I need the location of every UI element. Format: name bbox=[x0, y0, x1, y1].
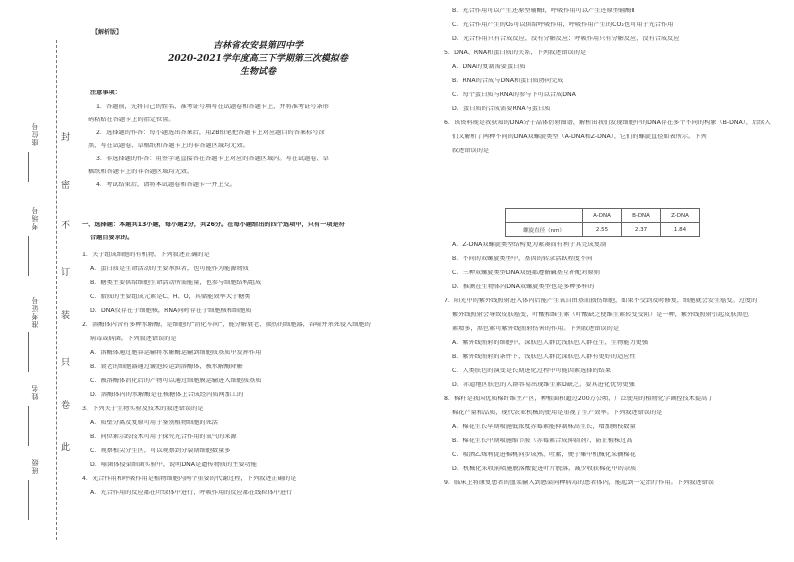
option-line: D．赤道地区肤色的人群容易出现维生素D缺乏，要其进化优势更强 bbox=[452, 382, 635, 388]
note-line: 黑，写在试题卷、草稿纸和答题卡上的非答题区域均无效。 bbox=[88, 143, 249, 149]
notes-title: 注意事项： bbox=[90, 90, 121, 96]
note-line: 稿纸和答题卡上的非答题区域均无效。 bbox=[88, 169, 194, 175]
question-line: 6．该资料现是我获知的DNA分子晶体衍射图谱，解析出我们发现细胞中的DNA存在多个不同的构象（B-DNA），后续人 bbox=[444, 120, 771, 126]
table-header-row bbox=[506, 209, 700, 223]
section-title: 一、选择题：本题共13小题，每小题2分，共26分。在每小题给出的四个选项中，只有一项是符 bbox=[82, 222, 345, 228]
option-line: B．糖类主要供给细胞生命活动所需能量，也参与细胞结构组成 bbox=[90, 280, 262, 286]
table-row-label: 螺旋直径（nm） bbox=[506, 223, 583, 237]
binding-dashed-line bbox=[56, 40, 57, 540]
question-line: 8．棉籽是我国优质棉纤维主产区，种植面积超过200万公顷，广泛使用的植物化学调控技术提高了 bbox=[444, 396, 714, 402]
option-line: B．衰老的细胞器通过囊泡转运到溶酶体，被水解酶降解 bbox=[90, 364, 243, 370]
dna-diameter-table bbox=[505, 208, 700, 237]
question-line: 9．临床上将康复患者的血浆输入到感染同种病毒的患者体内，能起到一定治疗作用。下列叙述错误 bbox=[444, 480, 714, 486]
seal-char: 只 bbox=[61, 358, 71, 368]
question-line: 紫外线照射会导致皮肤癌变，叶酸和维生素（叶酸缺乏使维生素转变受阻）是一种，紫外线照射引起皮肤黑色 bbox=[452, 312, 749, 318]
question-line: 3．下列关于生物实验及技术的叙述错误的是 bbox=[82, 406, 204, 412]
option-line: D．机械化采收前喷施脱落酸促进叶片脱落，减少收获棉花中的杂质 bbox=[452, 466, 637, 472]
version-tag: 【解析版】 bbox=[92, 29, 123, 36]
question-line: 5．DNA、RNA和蛋白质的关系，下列叙述错误的是 bbox=[444, 50, 587, 56]
section-title: 合题目要求的。 bbox=[90, 235, 134, 241]
note-line: 1．答题前，先将自己的姓名、准考证号填写在试题卷和答题卡上，并将准考证号条形 bbox=[96, 104, 329, 110]
subject-title: 生物试卷 bbox=[239, 67, 276, 77]
table-header-cell: B-DNA bbox=[622, 209, 661, 223]
option-line: C．人类肤色的演变是长期进化过程中可能因素选择的结果 bbox=[452, 368, 612, 374]
field-line bbox=[28, 152, 29, 182]
field-line bbox=[28, 406, 29, 446]
field-line bbox=[28, 332, 29, 372]
table-cell: 1.84 bbox=[661, 223, 700, 237]
question-line: 4．光合作用和呼吸作用是植物细胞内两个重要的代谢过程，下列叙述正确的是 bbox=[82, 476, 297, 482]
table-header-cell bbox=[506, 209, 583, 223]
question-line: 病毒或病菌。下列叙述错误的是 bbox=[90, 336, 177, 342]
table-cell: 2.37 bbox=[622, 223, 661, 237]
option-line: B．光合作用可以产生还原型辅酶Ⅰ，呼吸作用可以产生还原型辅酶Ⅱ bbox=[452, 8, 635, 14]
binding-strip bbox=[0, 0, 80, 562]
option-line: B．同位素示踪技术可用于探究光合作用的氧气的来源 bbox=[90, 434, 237, 440]
option-line: C．脂质的主要组成元素是C、H、O，其储能效率大于糖类 bbox=[90, 294, 251, 300]
option-line: A．棉花生长早期喷施低浓度赤霉素能抑制株高生长，增加侧枝数量 bbox=[452, 424, 636, 430]
option-line: C．喷洒乙烯利促进棉桃同步成熟、吐絮，便于集中机械化采摘棉花 bbox=[452, 452, 636, 458]
note-line: 2．选择题的作答：每小题选出答案后，用2B铅笔把答题卡上对应题目的答案标号涂 bbox=[96, 130, 325, 136]
option-line: D．推测在生物体内DNA双螺旋类型也是多种多样的 bbox=[452, 284, 595, 290]
field-ticket-number: 准考证号 bbox=[31, 296, 39, 328]
note-line: 码粘贴在答题卡上的指定位置。 bbox=[88, 117, 175, 123]
field-line bbox=[28, 236, 29, 276]
option-line: A．紫外线照射的细胞中，深肤色人群比浅肤色人群在生，生物能力更强 bbox=[452, 340, 649, 346]
field-seat-number: 座位号 bbox=[31, 122, 39, 146]
option-line: A．Z-DNA双螺旋类型结构更为紧凑而有利于其完成复制 bbox=[452, 242, 607, 248]
question-line: 1．关于组成细胞的有机物，下列叙述正确的是 bbox=[82, 252, 210, 258]
question-line: 棉花产量和品质，现代农业机械的使用是重视了生产效率。下列叙述错误的是 bbox=[452, 410, 663, 416]
option-line: C．被溶酶体消化后的产物可以通过细胞膜运输进入细胞质基质 bbox=[90, 378, 262, 384]
question-line: 们又解析了两种不同的DNA双螺旋类型（A-DNA和Z-DNA），它们的螺旋直径如表所示。下列 bbox=[452, 134, 707, 140]
table-header-cell: Z-DNA bbox=[661, 209, 700, 223]
option-line: C．每个蛋白质与RNA的参与下可以合成DNA bbox=[452, 92, 576, 98]
seal-char: 不 bbox=[61, 221, 71, 231]
option-line: B．不同的双螺旋类型中，基因的转录活跃程度不同 bbox=[452, 256, 593, 262]
table-row bbox=[506, 223, 700, 237]
note-line: 4．考试结束后，请将本试题卷和答题卡一并上交。 bbox=[96, 182, 237, 188]
option-line: A．DNA的复制需要蛋白质 bbox=[452, 64, 526, 70]
field-exam-room: 考场号 bbox=[31, 206, 39, 230]
seal-char: 封 bbox=[61, 133, 71, 143]
option-line: D．光合作用只有合成反应，没有分解反应；呼吸作用只有分解反应，没有合成反应 bbox=[452, 36, 680, 42]
field-line bbox=[28, 480, 29, 520]
option-line: C．三种双螺旋类型DNA双链都遵循碱基互补配对原则 bbox=[452, 270, 600, 276]
option-line: A．溶酶体通过胞吞运输将水解酶运输到细胞质基质中发挥作用 bbox=[90, 350, 262, 356]
option-line: A．光合作用的反应都在叶绿体中进行，呼吸作用的反应都在线粒体中进行 bbox=[90, 490, 293, 496]
question-line: 7．阳光中的紫外线照射进入体内后能产生氧自由基而损伤细胞，如果不受到及时修复，细胞就会发生癌变。过度的 bbox=[444, 298, 758, 304]
question-line: 叙述错误的是 bbox=[452, 148, 490, 154]
note-line: 3．非选择题的作答：用签字笔直接答在答题卡上对应的答题区域内。写在试题卷、草 bbox=[96, 156, 329, 162]
option-line: D．溶酶体内的水解酶是在核糖体上合成经内质网加工的 bbox=[90, 392, 244, 398]
question-line: 素增多，黑色素可紫外线照射伤害的作用。下列叙述错误的是 bbox=[452, 326, 620, 332]
exam-title: 2020-2021学年度高三下学期第三次模拟卷 bbox=[168, 54, 348, 64]
seal-char: 装 bbox=[61, 311, 71, 321]
seal-char: 密 bbox=[61, 181, 71, 191]
option-line: B．RNA的合成与DNA和蛋白质协同完成 bbox=[452, 78, 564, 84]
option-line: B．棉花生长中期喷施缩节胺（赤霉素合成抑制剂），防止植株过高 bbox=[452, 438, 633, 444]
option-line: A．质壁分离及复原可用于鉴别植物细胞的死活 bbox=[90, 420, 218, 426]
table-header-cell: A-DNA bbox=[583, 209, 622, 223]
seal-char: 订 bbox=[61, 268, 71, 278]
field-class: 班级 bbox=[31, 458, 39, 474]
option-line: D．蛋白质的合成需要RNA与蛋白质 bbox=[452, 106, 551, 112]
table-cell: 2.55 bbox=[583, 223, 622, 237]
option-line: B．紫外线照射的条件下，浅肤色人群比深肤色人群有更好的适应性 bbox=[452, 354, 636, 360]
field-name: 姓名 bbox=[31, 384, 39, 400]
question-line: 2．溶酶体内含有多种水解酶，是细胞的“消化车间”，能分解衰老、损伤的细胞器，吞噬并杀死侵入细胞的 bbox=[82, 322, 371, 328]
option-line: A．蛋白质是生命活动的主要承担者，也可能作为能源物质 bbox=[90, 266, 249, 272]
option-line: C．观察根尖分生区，可以观察到分裂期细胞数量多 bbox=[90, 448, 231, 454]
option-line: C．光合作用产生的O₂可以供给呼吸作用，呼吸作用产生的CO₂也可用于光合作用 bbox=[452, 22, 674, 28]
school-title: 吉林省农安县第四中学 bbox=[212, 41, 303, 51]
seal-char: 此 bbox=[61, 443, 71, 453]
option-line: D．噬菌体侵染细菌实验中，说明DNA是遗传物质的主要功能 bbox=[90, 462, 257, 468]
seal-char: 卷 bbox=[61, 401, 71, 411]
option-line: D．DNA仅存在于细胞核，RNA同时存在于细胞核和细胞质 bbox=[90, 308, 252, 314]
